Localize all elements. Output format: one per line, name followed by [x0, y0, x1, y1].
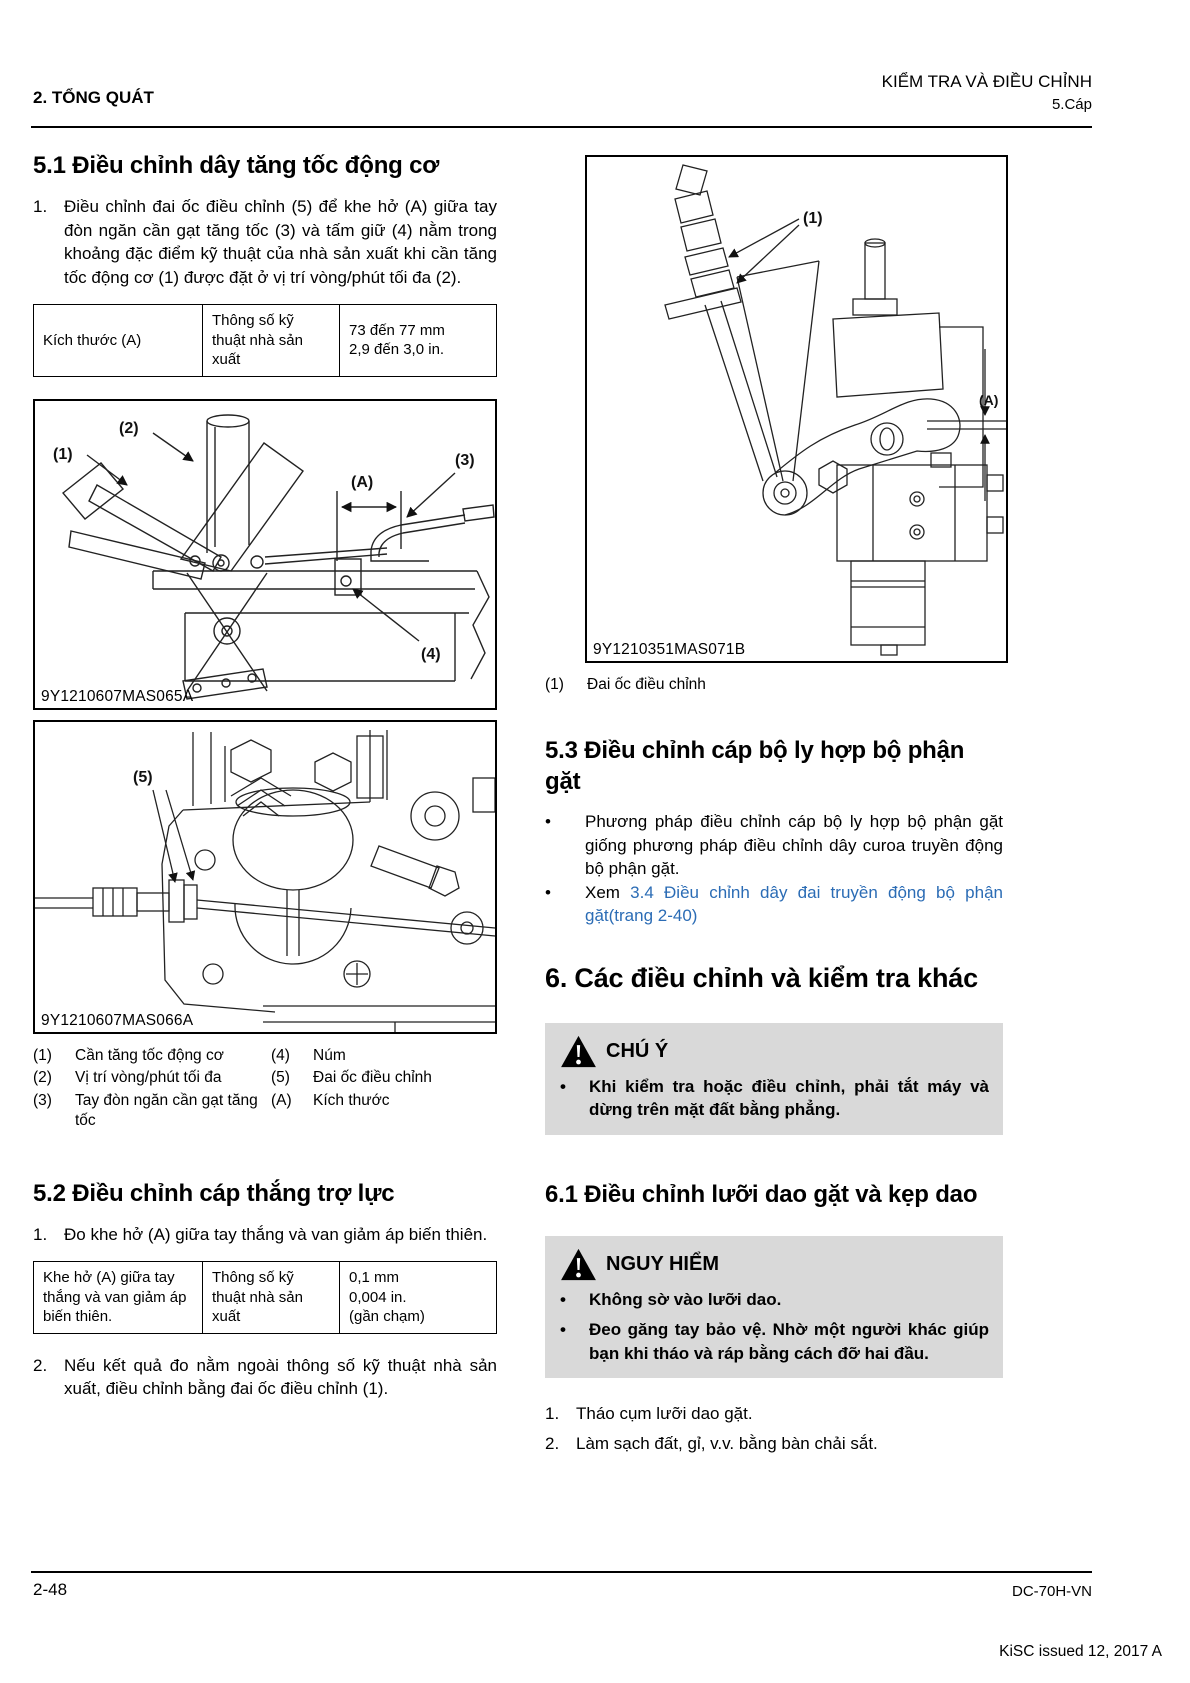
step-6-1-1 [545, 1402, 1003, 1426]
legend-key: (1) [33, 1046, 52, 1064]
fig1-label-4: (4) [421, 645, 441, 663]
bullet-text: Không sờ vào lưỡi dao. [589, 1289, 782, 1309]
fig2-label-5: (5) [133, 768, 153, 786]
legend-key: (2) [33, 1069, 52, 1086]
step-number: 1. [33, 197, 48, 216]
header-section-title: 2. TỔNG QUÁT [33, 88, 154, 107]
bullet-text [585, 881, 1003, 928]
fig1-drawing [35, 401, 495, 708]
step-text: Điều chỉnh đai ốc điều chỉnh (5) để khe hở (A) giữa tay đòn ngăn cần gạt tăng tốc (3) và tấm giữ (4) nằm trong khoảng đặc điểm kỹ thuật của nhà sản xuất khi cần tăng tốc động cơ (1) được đặt ở vị trí vòng/phút tối đa (2). [64, 197, 497, 287]
step-text: Làm sạch đất, gỉ, v.v. bằng bàn chải sắt. [576, 1433, 878, 1453]
header-subsection: 5.Cáp [1051, 96, 1092, 113]
danger-title: NGUY HIỂM [606, 1252, 719, 1275]
fig2-image-code: 9Y1210607MAS066A [41, 1011, 194, 1029]
step-number: 2. [33, 1355, 48, 1375]
footer-issue-note: KiSC issued 12, 2017 A [999, 1643, 1162, 1660]
spec-value-in: 2,9 đến 3,0 in. [349, 341, 445, 359]
bullet-5-3-1 [545, 810, 1003, 881]
legend-text: Núm [313, 1046, 346, 1064]
step-number: 2. [545, 1433, 560, 1453]
spec-label-cell: Kích thước (A) [34, 305, 203, 377]
caution-title: CHÚ Ý [606, 1039, 669, 1062]
step-number: 1. [33, 1224, 48, 1244]
step-text: Nếu kết quả đo nằm ngoài thông số kỹ thuật nhà sản xuất, điều chỉnh bằng đai ốc điều chỉnh (1). [64, 1355, 497, 1398]
figure3-legend [545, 675, 1003, 695]
cross-reference-link[interactable]: 3.4 Điều chỉnh dây đai truyền động bộ phận gặt(trang 2-40) [585, 882, 1003, 925]
legend-text: Vị trí vòng/phút tối đa [75, 1069, 222, 1086]
right-column [545, 140, 1003, 1455]
legend-key: (A) [271, 1091, 292, 1109]
legend-text: Đai ốc điều chỉnh [587, 676, 706, 693]
spec-label-cell: Khe hở (A) giữa tay thắng và van giảm áp biến thiên. [34, 1262, 203, 1334]
heading-6-1: 6.1 Điều chỉnh lưỡi dao gặt và kẹp dao [545, 1180, 978, 1208]
bullet-marker: • [560, 1076, 566, 1096]
legend-key: (4) [271, 1046, 290, 1064]
danger-box [545, 1236, 1003, 1379]
danger-header [560, 1248, 989, 1281]
caution-bullet [560, 1075, 989, 1122]
fig2-drawing [35, 722, 495, 1032]
spec-type-cell: Thông số kỹ thuật nhà sản xuất [203, 305, 340, 377]
header-rule [31, 126, 1092, 128]
heading-6: 6. Các điều chỉnh và kiểm tra khác [545, 962, 978, 993]
legend-key: (1) [545, 676, 564, 693]
step-number: 1. [545, 1404, 560, 1423]
spec-type-cell: Thông số kỹ thuật nhà sản xuất [203, 1262, 340, 1334]
danger-bullet [560, 1318, 989, 1365]
heading-5-1: 5.1 Điều chỉnh dây tăng tốc động cơ [33, 152, 440, 179]
step-text: Tháo cụm lưỡi dao gặt. [576, 1404, 753, 1423]
bullet-text: Khi kiểm tra hoặc điều chỉnh, phải tắt máy và dừng trên mặt đất bằng phẳng. [589, 1076, 989, 1119]
spec-value-mm: 73 đến 77 mm [349, 321, 445, 339]
step-text: Đo khe hở (A) giữa tay thắng và van giảm áp biến thiên. [64, 1224, 488, 1244]
footer-rule [31, 1571, 1092, 1573]
fig1-label-2: (2) [119, 419, 139, 437]
figure-brake-cable [585, 155, 1008, 663]
fig3-label-1: (1) [803, 210, 823, 227]
caution-box [545, 1023, 1003, 1135]
figure-adjusting-nut [33, 720, 497, 1034]
bullet-marker: • [560, 1289, 566, 1309]
figure-legend [33, 1046, 497, 1132]
fig1-label-1: (1) [53, 445, 73, 463]
spec-value-note: (gần chạm) [349, 1308, 425, 1325]
caution-header [560, 1035, 989, 1068]
bullet-5-3-2 [545, 881, 1003, 928]
header-chapter [882, 70, 1092, 116]
xref-prefix: Xem [585, 882, 631, 902]
fig1-label-A: (A) [351, 473, 374, 491]
danger-bullet [560, 1288, 989, 1312]
heading-5-3: 5.3 Điều chỉnh cáp bộ ly hợp bộ phận gặt [545, 737, 965, 795]
step-5-1-1 [33, 195, 497, 289]
warning-triangle-icon [560, 1035, 597, 1068]
spec-table-5-2 [33, 1261, 497, 1334]
fig1-label-3: (3) [455, 451, 475, 469]
bullet-text: Phương pháp điều chỉnh cáp bộ ly hợp bộ phận gặt giống phương pháp điều chỉnh dây curoa truyền động bộ phận gặt. [585, 812, 1003, 878]
footer-page-number: 2-48 [33, 1580, 68, 1599]
fig3-image-code: 9Y1210351MAS071B [593, 641, 746, 658]
spec-value-in: 0,004 in. [349, 1288, 407, 1306]
footer-model-code: DC-70H-VN [1011, 1583, 1092, 1600]
spec-value-cell [340, 305, 497, 377]
bullet-text: Đeo găng tay bảo vệ. Nhờ một người khác giúp bạn khi tháo và ráp bằng cách đỡ hai đầu. [589, 1320, 989, 1363]
bullet-marker: • [545, 882, 551, 902]
heading-5-2: 5.2 Điều chỉnh cáp thắng trợ lực [33, 1179, 395, 1207]
fig3-drawing [587, 157, 1006, 661]
fig1-image-code: 9Y1210607MAS065A [41, 687, 194, 705]
legend-text: Tay đòn ngăn cần gạt tăng tốc [75, 1091, 258, 1129]
legend-text: Kích thước [313, 1091, 390, 1109]
table-row [34, 305, 497, 377]
legend-key: (3) [33, 1091, 52, 1109]
legend-key: (5) [271, 1069, 290, 1086]
table-row [34, 1262, 497, 1334]
step-6-1-2 [545, 1432, 1003, 1456]
left-column [33, 140, 497, 1401]
spec-value-mm: 0,1 mm [349, 1269, 400, 1286]
bullet-marker: • [560, 1320, 566, 1339]
spec-table-5-1 [33, 304, 497, 377]
figure-throttle-lever [33, 399, 497, 710]
warning-triangle-icon [560, 1248, 597, 1281]
legend-text: Cần tăng tốc động cơ [75, 1046, 224, 1064]
step-5-2-2 [33, 1354, 497, 1401]
header-chapter-title: KIỂM TRA VÀ ĐIỀU CHỈNH [881, 72, 1092, 91]
spec-value-cell [340, 1262, 497, 1334]
legend-text: Đai ốc điều chỉnh [313, 1069, 432, 1086]
step-5-2-1 [33, 1223, 497, 1247]
bullet-marker: • [545, 812, 551, 831]
fig3-label-A: (A) [979, 392, 999, 408]
